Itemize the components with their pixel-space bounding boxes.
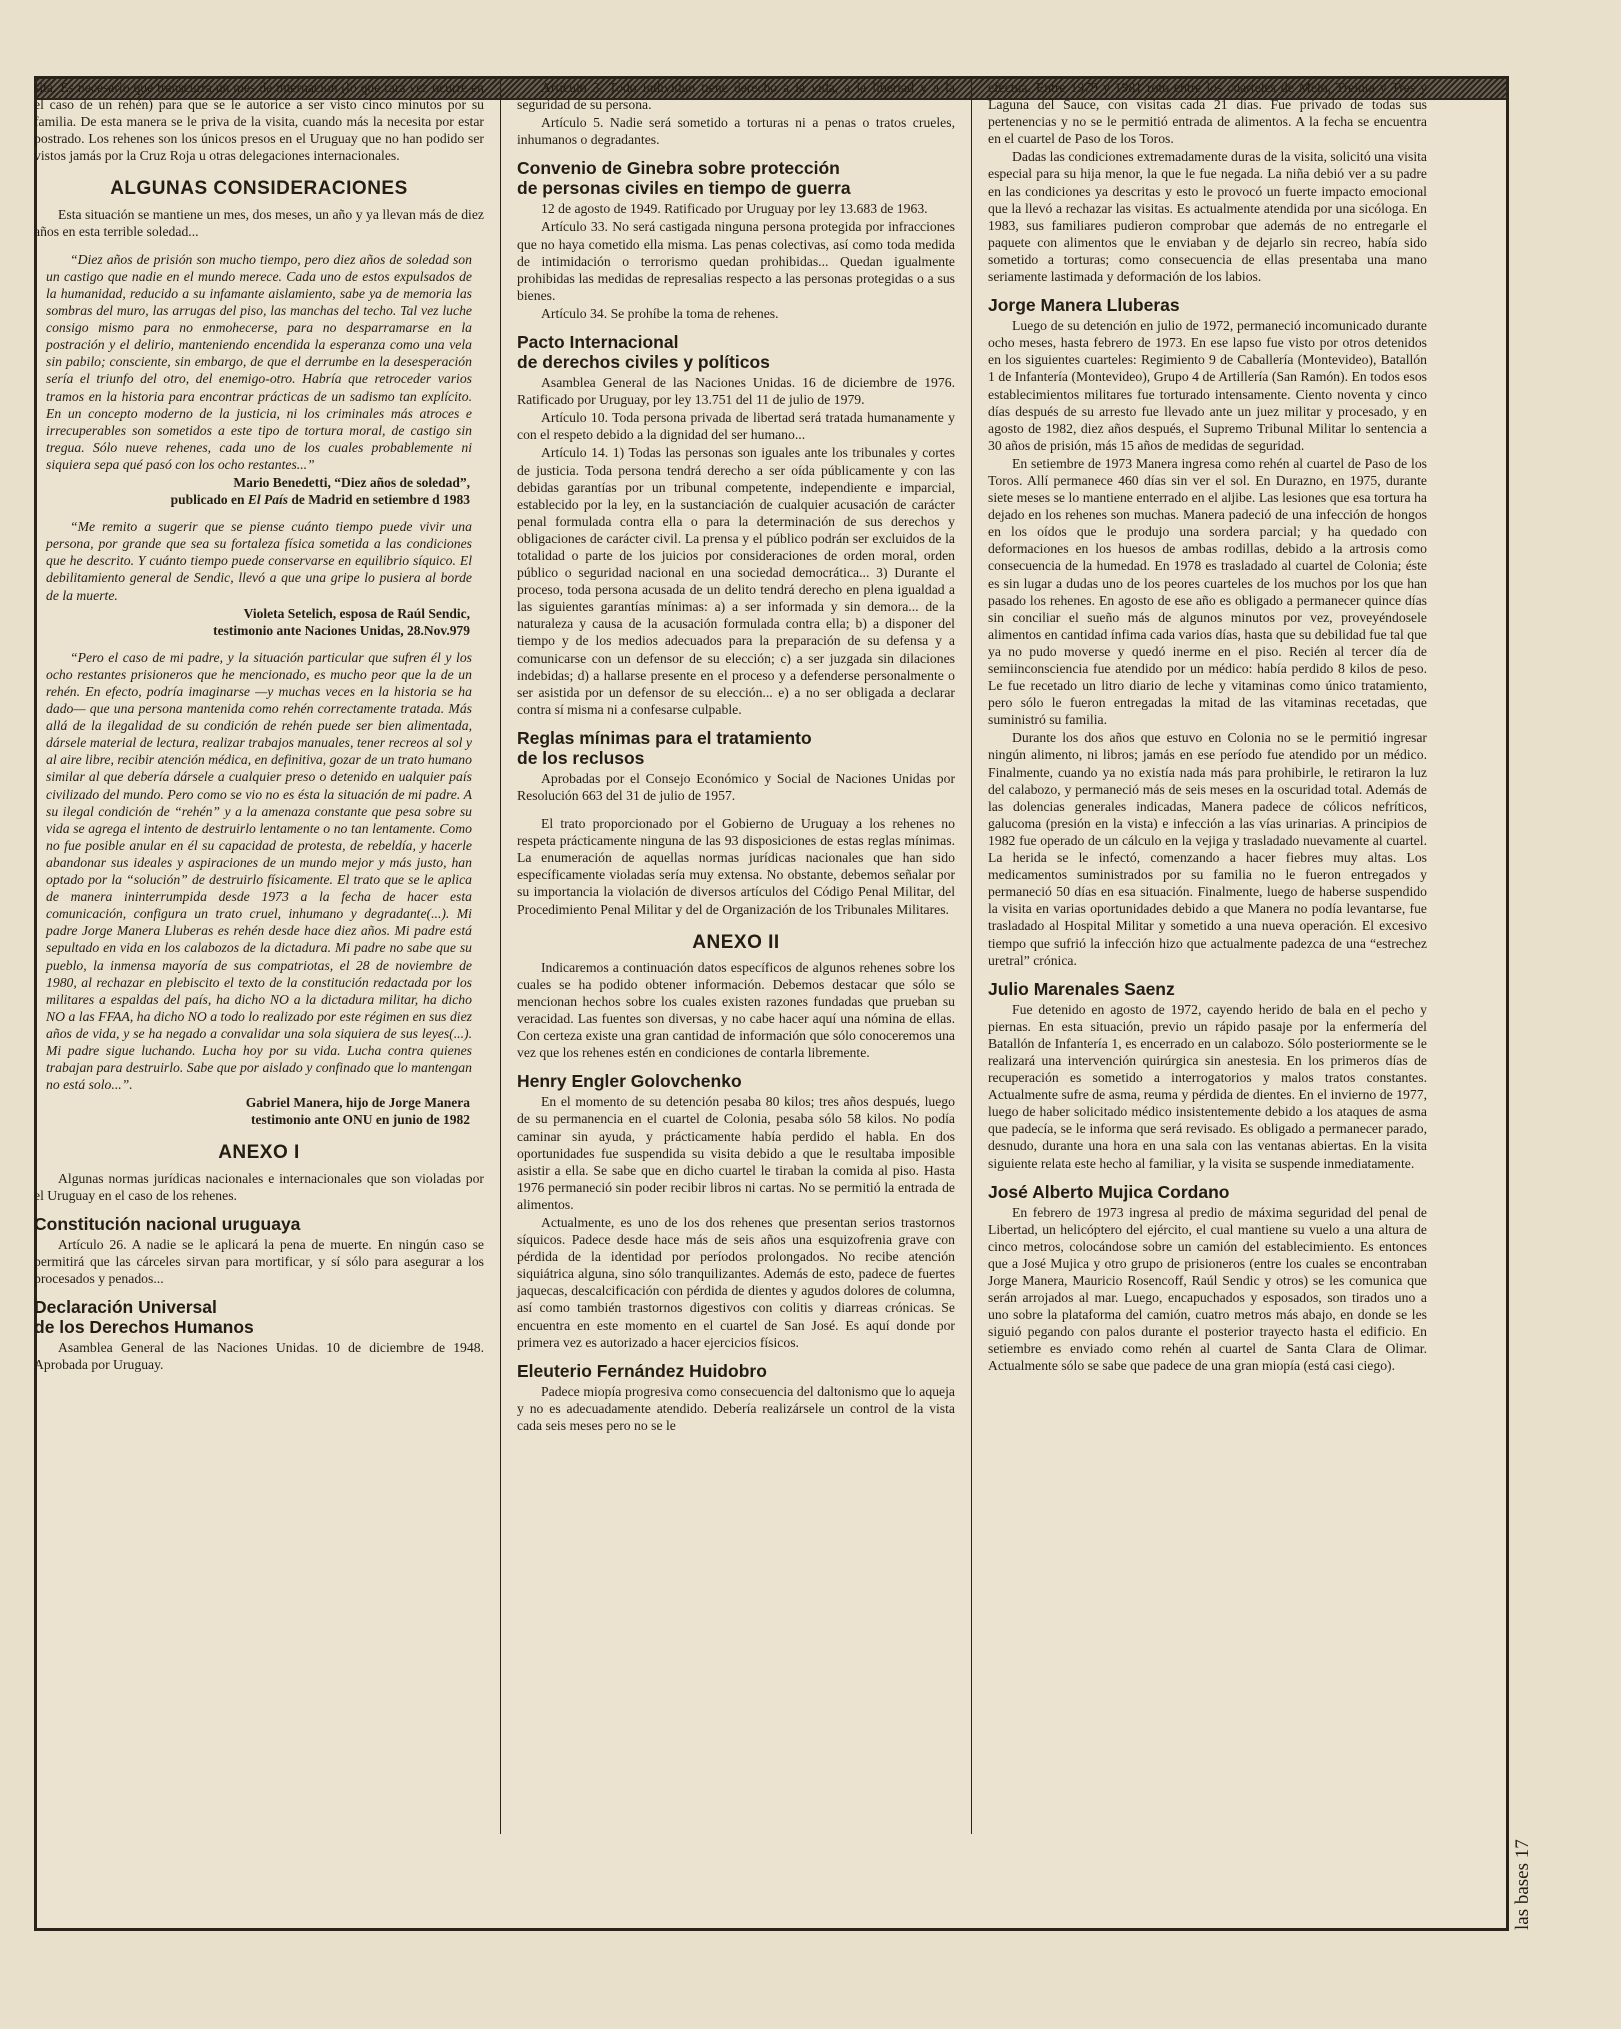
heading-jose-mujica: José Alberto Mujica Cordano <box>988 1181 1230 1202</box>
heading-anexo-2: ANEXO II <box>692 931 780 953</box>
col1-paragraph: Algunas normas jurídicas nacionales e internacionales que son violadas por el Uruguay en el caso de los rehenes. <box>34 1170 484 1203</box>
col3-paragraph: En febrero de 1973 ingresa al predio de máxima seguridad del penal de Libertad, un helicóptero del ejército, el cual mantiene su vuelo a una altura de cinco metros, colocándose sobre un camión del establecimiento. Es entonces que a José Mujica y otro grupo de prisioneros (entre los cuales se encontraban Jorge Manera, Mauricio Rosencoff, Raúl Sendic y otros) se les comunica que serán arrojados al mar. Luego, encapuchados y esposados, son tirados uno a uno sobre la plataforma del camión, cuatro metros más abajo, en donde se les siguió pegando con palos durante el posterior trayecto hasta el edificio. En setiembre es enviado como rehén al cuartel de Santa Clara de Olimar. Actualmente sólo se sabe que padece de una gran miopía (está casi ciego). <box>988 1204 1427 1374</box>
page-folio: las bases 17 <box>1512 1839 1533 1930</box>
col2-paragraph: Indicaremos a continuación datos específicos de algunos rehenes sobre los cuales se ha podido obtener información. Debemos destacar que sólo se mencionan hechos sobre los cuales existen razones fundadas que prueban su veracidad. Las fuentes son diversas, y no cabe hacer aquí una nómina de ellas. Con certeza existe una gran cantidad de información que sólo conoceremos una vez que los rehenes estén en condiciones de contarla libremente. <box>517 959 955 1061</box>
col2-paragraph: Actualmente, es uno de los dos rehenes que presentan serios trastornos síquicos. Padece desde hace más de seis años una esquizofrenia grave con pérdida de la identidad por períodos prolongados. No recibe atención siquiátrica alguna, sino sólo tranquilizantes. Además de esto, padece de fuertes jaquecas, descalcificación con pérdida de dientes y agudos dolores de columna, así como también trastornos digestivos con colitis y diarreas crónicas. Se encuentra en este momento en el cuartel de San José. Es aquí donde por primera vez es autorizado a hacer ejercicios físicos. <box>517 1214 955 1350</box>
col1-intro: sita. Es necesario que transcurra un mes de internación (lo que rara vez ocurre en el caso de un rehén) para que se le autorice a ser visto cinco minutos por su familia. De esta manera se le priva de la visita, cuando más la necesita por estar postrado. Los rehenes son los únicos presos en el Uruguay que no han podido ser vistos jamás por la Cruz Roja u otras delegaciones internacionales. <box>34 80 484 164</box>
col2-paragraph: 12 de agosto de 1949. Ratificado por Uruguay por ley 13.683 de 1963. <box>541 201 928 217</box>
heading-constitucion: Constitución nacional uruguaya <box>34 1213 301 1234</box>
heading-line: de los Derechos Humanos <box>34 1317 254 1337</box>
col3-paragraph: Fue detenido en agosto de 1972, cayendo herido de bala en el pecho y piernas. En esta situación, previo un rápido pasaje por la enfermería del Batallón de Infantería 1, es encerrado en un calabozo. Sólo posteriormente se le realizará una intervención quirúrgica sin anestesia. En los primeros días de recuperación es sometido a interrogatorios y malos tratos constantes. Actualmente sufre de asma, reuma y pérdida de dientes. En el invierno de 1977, luego de haber solicitado médico insistentemente debido a los ataques de asma que padecía, se le informa que será revisado. Es obligado a permanecer parado, desnudo, durante una hora en una sala con las ventanas abiertas. En la visita siguiente relata este hecho al familiar, y la visita se suspende inmediatamente. <box>988 1001 1427 1171</box>
col2-paragraph: Aprobadas por el Consejo Económico y Social de Naciones Unidas por Resolución 663 del 31 de julio de 1957. <box>517 770 955 803</box>
attribution-line: Gabriel Manera, hijo de Jorge Manera <box>245 1095 470 1111</box>
col1-paragraph: Artículo 26. A nadie se le aplicará la pena de muerte. En ningún caso se permitirá que las cárceles sirvan para mortificar, y sí sólo para asegurar a los procesados y penados... <box>34 1236 484 1286</box>
heading-pacto <box>517 332 955 372</box>
col2-paragraph: El trato proporcionado por el Gobierno de Uruguay a los rehenes no respeta prácticamente ninguna de las 93 disposiciones de estas reglas mínimas. La enumeración de aquellas normas jurídicas nacionales que han sido específicamente violadas sería muy extensa. No obstante, debemos señalar por su importancia la violación de diversos artículos del Código Penal Militar, del Procedimiento Penal Militar y del de Organización de los Tribunales Militares. <box>517 816 955 917</box>
article-columns <box>30 79 1445 1834</box>
attribution-setelich <box>34 605 484 639</box>
heading-line: de personas civiles en tiempo de guerra <box>517 178 851 199</box>
attribution-newspaper: El País <box>247 492 288 508</box>
attribution-line: testimonio ante ONU en junio de 1982 <box>251 1112 470 1128</box>
heading-line: Declaración Universal <box>34 1297 217 1317</box>
heading-anexo-1: ANEXO I <box>218 1142 300 1164</box>
heading-eleuterio: Eleuterio Fernández Huidobro <box>517 1360 767 1381</box>
col2-paragraph: Artículo 10. Toda persona privada de libertad será tratada humanamente y con el respeto debido a la dignidad del ser humano... <box>517 410 955 443</box>
attribution-line: testimonio ante Naciones Unidas, 28.Nov.979 <box>213 622 470 638</box>
col3-paragraph: Durante los dos años que estuvo en Colonia no se le permitió ingresar ningún alimento, ni libros; jamás en ese período fue atendido por un médico. Finalmente, cuando ya no existía nada más para prohibirle, le retiraron la luz del calabozo, y permaneció más de seis meses en la oscuridad total. Además de las dolencias generales indicadas, Manera padece de cólicos nefríticos, galucoma (presión en la vista) e infección a las vías urinarias. A principios de 1982 fue operado de un cálculo en la vejiga y trasladado nuevamente al cuartel. La herida se le infectó, comenzando a hacer fiebres muy altas. Los medicamentos suministrados por su familia no le fueron entregados y permaneció 50 días en esa situación. Finalmente, luego de haberse suspendido la visita en varias oportunidades debido a que Manera no podía levantarse, fue trasladado al Hospital Militar y sometido a una nueva operación. El excesivo tiempo que sufrió la infección hizo que actualmente padezca de una “estrechez uretral” crónica. <box>988 730 1427 968</box>
heading-julio-marenales: Julio Marenales Saenz <box>988 978 1175 999</box>
col2-paragraph: Artículo 33. No será castigada ninguna persona protegida por infracciones que no haya cometido ella misma. Las penas colectivas, así como toda medida de intimidación o terrorismo quedan prohibidas... Quedan igualmente prohibidas las medidas de represalias respecto a las personas protegidas o a sus bienes. <box>517 219 955 303</box>
quote-gabriel-manera: “Pero el caso de mi padre, y la situación particular que sufren él y los ocho restantes prisioneros que he mencionado, es mucho peor que la de un rehén. En efecto, podría imaginarse —y muchas veces en la historia se ha dado— que una persona mantenida como rehén correctamente tratada. Más allá de la ilegalidad de su condición de rehén puede ser bien alimentada, dársele material de lectura, realizar trabajos manuales, tener recreos al sol y al aire libre, recibir atención médica, en definitiva, gozar de un trato humano similar al que debería dársele a cualquier preso o detenido en ualquier país civilizado del mundo. Pero como se vio no es ésta la situación de mi padre. A su ilegal condición de “rehén” y a la amenaza constante que pesa sobre su vida se agrega el intento de destruirlo lentamente o no tan lentamente. Como no fue posible anular en él su capacidad de protesta, de rebeldía, y hacerle abandonar sus ideales y aspiraciones de un mundo mejor y más justo, han optado por la “solución” de destruirlo físicamente. El trato que se le aplica de manera ininterrumpida desde 1973 a la fecha de hacer esta comunicación, configura un trato cruel, inhumano y degradante(...). Mi padre Jorge Manera Lluberas es rehén desde hace diez años. Mi padre está sepultado en vida en los calabozos de la dictadura. Mi padre no sabe que su pueblo, la inmensa mayoría de sus compatriotas, el 28 de noviembre de 1980, al rechazar en plebiscito el texto de la constitución redactada por los militares a espaldas del país, ha dicho NO a la dictadura militar, ha dicho NO a las FFAA, ha dicho NO a todo lo realizado por este régimen en sus diez años de vida, y se ha negado a convalidar una sola siquiera de sus leyes(...). Mi padre sigue luchando. Lucha hoy por su vida. Lucha contra quienes trabajan para destruirlo. Sabe que por aislado y confinado que lo mantengan no está solo...”. <box>46 649 472 1093</box>
heading-line: de los reclusos <box>517 747 645 768</box>
col2-paragraph: En el momento de su detención pesaba 80 kilos; tres años después, luego de su permanencia en el cuartel de Colonia, pesaba sólo 58 kilos. No podía caminar sin ayuda, y prácticamente había perdido el habla. En dos oportunidades fue suspendida su visita debido a que le resultaba imposible asistir a ella. Se sabe que en dicho cuartel le tiraban la comida al piso. Hasta 1976 permaneció sin poder recibir libros ni cartas. No se permitió la entrada de alimentos. <box>517 1094 955 1212</box>
col2-paragraph: Artículo 3. Todo individuo tiene derecho a la vida, a la libertad y a la seguridad de su persona. <box>517 80 955 113</box>
attribution-gabriel-manera <box>34 1094 484 1128</box>
heading-line: Reglas mínimas para el tratamiento <box>517 727 812 748</box>
col2-paragraph: Artículo 5. Nadie será sometido a torturas ni a penas o tratos crueles, inhumanos o degradantes. <box>517 115 955 148</box>
col2-paragraph: Padece miopía progresiva como consecuencia del daltonismo que lo aqueja y no es adecuadamente atendido. Debería realizársele un control de la vista cada seis meses pero no se le <box>517 1383 955 1433</box>
heading-jorge-manera: Jorge Manera Lluberas <box>988 295 1180 316</box>
col3-paragraph: Luego de su detención en julio de 1972, permaneció incomunicado durante ocho meses, hasta febrero de 1973. En ese lapso fue visto por otros detenidos en los siguientes cuarteles: Regimiento 9 de Caballería (Montevideo), Batallón 1 de Infantería (Montevideo), Grupo 4 de Artillería (San Ramón). En todos esos establecimientos militares fue torturado intensamente. Ciento noventa y cinco días después de su arresto fue llevado ante un juez militar y procesado, y en agosto de 1982, diez años después, el Supremo Tribunal Militar lo sentencia a 30 años de prisión, más 15 años de medidas de seguridad. <box>988 318 1427 453</box>
attribution-line: publicado en <box>170 492 248 508</box>
heading-declaracion <box>34 1297 484 1337</box>
quote-benedetti: “Diez años de prisión son mucho tiempo, pero diez años de soledad son un castigo que nadie en el mundo merece. Cada uno de estos expulsados de la humanidad, reducido a su infamante aislamiento, sabe ya de memoria las sombras del muro, las arrugas del piso, las manchas del techo. Tal vez luche consigo mismo para no enmohecerse, para no desparramarse en la postración y el delirio, manteniendo encendida la esperanza como una vela sin pabilo; consciente, sin embargo, de que el derrumbe en la desesperación sería el triunfo del otro, del enemigo-otro. Habría que retroceder varios tramos en la historia para encontrar prácticas de un sadismo tan explícito. En un concepto moderno de la justicia, ni los criminales más atroces e irrecuperables son sometidos a este tipo de tortura moral, de castigo sin tregua. Sólo nueve rehenes, cada uno de los cuales probablemente ni siquiera sepa qué pasó con los ocho restantes...” <box>46 251 472 472</box>
heading-line: de derechos civiles y políticos <box>517 352 770 373</box>
heading-reglas <box>517 728 955 768</box>
heading-henry-engler: Henry Engler Golovchenko <box>517 1071 742 1092</box>
column-2 <box>501 79 972 1834</box>
attribution-line: Mario Benedetti, “Diez años de soledad”, <box>233 474 470 490</box>
col1-paragraph: Asamblea General de las Naciones Unidas. 10 de diciembre de 1948. Aprobada por Uruguay. <box>34 1340 484 1373</box>
col2-paragraph: Artículo 34. Se prohíbe la toma de rehenes. <box>541 305 779 321</box>
attribution-line: Violeta Setelich, esposa de Raúl Sendic, <box>243 605 470 621</box>
attribution-line: de Madrid en setiembre d 1983 <box>288 492 470 508</box>
heading-line: Convenio de Ginebra sobre protección <box>517 158 840 179</box>
col3-paragraph: Dadas las condiciones extremadamente duras de la visita, solicitó una visita especial para su hija menor, la que le fue negada. La niña debió ver a su padre en las condiciones ya descritas y esto le provocó un fuerte impacto emocional que la llevó a rechazar las visitas. Es actualmente atendida por una sicóloga. En 1983, sus familiares pudieron comprobar que además de no entregarle el paquete con alimentos que le enviaban y de dejarlo sin recreo, había sido sometido a torturas; como consecuencia de ellas presentaba una mano seriamente lastimada y deformación de los labios. <box>988 149 1427 285</box>
col3-intro: efectúa. Entre 1979 y 1981 rotó entre los cuarteles de Melo, Treinta y Tres y Laguna del Sauce, con visitas cada 21 días. Fue privado de todas sus pertenencias y no se le permitió entrada de alimentos. A la fecha se encuentra en el cuartel de Paso de los Toros. <box>988 80 1427 147</box>
heading-algunas-consideraciones: ALGUNAS CONSIDERACIONES <box>110 178 408 200</box>
heading-ginebra <box>517 158 955 198</box>
col2-paragraph: Artículo 14. 1) Todas las personas son iguales ante los tribunales y cortes de justicia. Toda persona tendrá derecho a ser oída públicamente y con las debidas garantías por un tribunal competente, independiente e imparcial, establecido por la ley, en la sustanciación de cualquier acusación de carácter penal formulada contra ella o para la determinación de sus derechos y obligaciones de carácter civil. La prensa y el público podrán ser excluidos de la totalidad o parte de los juicios por consideraciones de orden moral, orden público o seguridad nacional en una sociedad democrática... 3) Durante el proceso, toda persona acusada de un delito tendrá derecho en plena igualdad a las siguientes garantías mínimas: a) a ser informada y sin demora... de la naturaleza y causa de la acusación formulada contra ella; b) a disponer del tiempo y de los medios adecuados para la preparación de su defensa y a comunicarse con un defensor de su elección; c) a ser juzgada sin dilaciones indebidas; d) a hallarse presente en el proceso y a defenderse personalmente o ser asistida por un defensor de su elección... e) a no ser obligada a declarar contra sí misma ni a confesarse culpable. <box>517 445 955 717</box>
attribution-benedetti <box>34 474 484 508</box>
heading-line: Pacto Internacional <box>517 332 679 353</box>
col3-paragraph: En setiembre de 1973 Manera ingresa como rehén al cuartel de Paso de los Toros. Allí permanece 460 días sin ver el sol. En Durazno, en 1975, durante siete meses se lo mantiene enterrado en el aljibe. Las lesiones que esa tortura ha dejado en los rehenes son muchas. Manera padeció de una infección de hongos en los oídos que le produjo una sordera parcial; y ha quedado con deformaciones en los huesos de ambas rodillas, debido a la artrosis como consecuencia de la humedad. En 1978 es trasladado al cuartel de Colonia; éste es sin lugar a dudas uno de los peores cuarteles de los muchos por los que han pasado los rehenes. En agosto de ese año es obligado a permanecer quince días sin conciliar el sueño más de algunos minutos por vez, proveyéndosele alimentos en cantidad ínfima cada varios días, hasta que su debilidad fue tal que ya no pudo moverse y quedó inerme en el piso. Recién al tercer día de semiinconsciencia fue atendido por un médico: había perdido 8 kilos de peso. Le fue recetado un litro diario de leche y vitaminas como único tratamiento, pero sólo le fueron entregadas la mitad de las vitaminas recetadas, que suministró su familia. <box>988 455 1427 728</box>
column-3 <box>972 79 1443 1834</box>
col2-paragraph: Asamblea General de las Naciones Unidas. 16 de diciembre de 1976. Ratificado por Uruguay, por ley 13.751 del 11 de julio de 1979. <box>517 375 955 408</box>
col1-paragraph: Esta situación se mantiene un mes, dos meses, un año y ya llevan más de diez años en esta terrible soledad... <box>34 206 484 239</box>
column-1 <box>30 79 501 1834</box>
quote-setelich: “Me remito a sugerir que se piense cuánto tiempo puede vivir una persona, por grande que sea su fortaleza física sometida a las condiciones que he descrito. Y cuánto tiempo puede conservarse en equilibrio síquico. El debilitamiento general de Sendic, llevó a que una gripe lo pusiera al borde de la muerte. <box>46 519 472 603</box>
